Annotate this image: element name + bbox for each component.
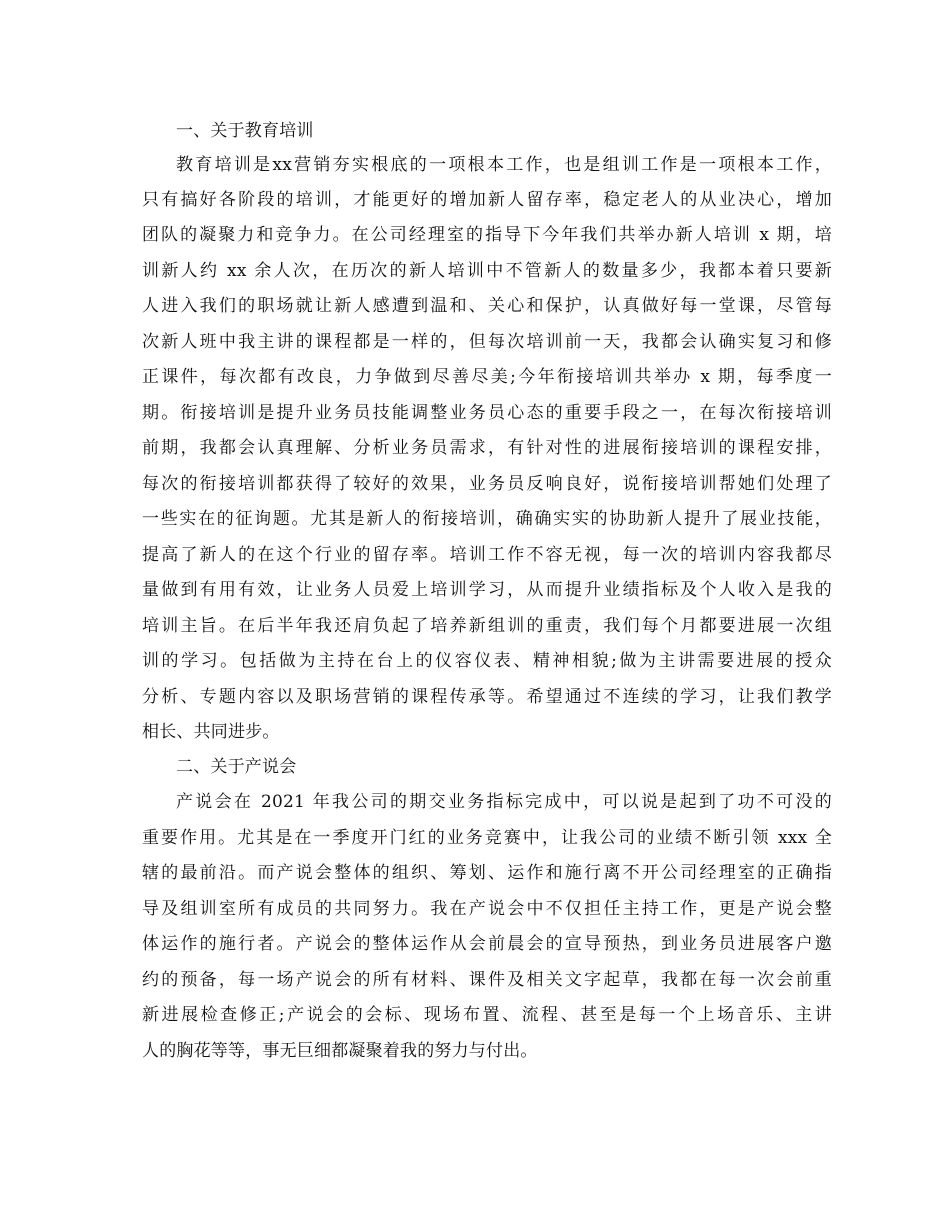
section1-paragraph-line: 次新人班中我主讲的课程都是一样的，但每次培训前一天，我都会认确实复习和修 (142, 332, 832, 352)
section2-paragraph-line: 辖的最前沿。而产说会整体的组织、筹划、运作和施行离不开公司经理室的正确指 (142, 863, 832, 883)
section1-paragraph-line: 期。衔接培训是提升业务员技能调整业务员心态的重要手段之一，在每次衔接培训 (142, 403, 832, 423)
section2-paragraph-line: 约的预备，每一场产说会的所有材料、课件及相关文字起草，我都在每一次会前重 (142, 970, 832, 990)
section2-paragraph-line: 产说会在 2021 年我公司的期交业务指标完成中，可以说是起到了功不可没的 (176, 792, 832, 812)
section2-paragraph-line: 新进展检查修正;产说会的会标、现场布置、流程、甚至是每一个上场音乐、主讲 (142, 1005, 832, 1025)
section1-paragraph-line: 教育培训是xx营销夯实根底的一项根本工作，也是组训工作是一项根本工作， (176, 155, 832, 175)
section1-paragraph-line: 分析、专题内容以及职场营销的课程传承等。希望通过不连续的学习，让我们教学 (142, 687, 832, 707)
section1-paragraph-line: 训新人约 xx 余人次，在历次的新人培训中不管新人的数量多少，我都本着只要新 (142, 261, 832, 281)
section1-paragraph-line: 相长、共同进步。 (142, 722, 280, 742)
section1-heading: 一、关于教育培训 (176, 121, 314, 141)
section1-paragraph-line: 前期，我都会认真理解、分析业务员需求，有针对性的进展衔接培训的课程安排， (142, 438, 832, 458)
section2-paragraph-line: 导及组训室所有成员的共同努力。我在产说会中不仅担任主持工作，更是产说会整 (142, 899, 832, 919)
section1-paragraph-line: 一些实在的征询题。尤其是新人的衔接培训，确确实实的协助新人提升了展业技能， (142, 509, 832, 529)
section2-heading: 二、关于产说会 (176, 757, 297, 777)
section1-paragraph-line: 只有搞好各阶段的培训，才能更好的增加新人留存率，稳定老人的从业决心，增加 (142, 190, 832, 210)
section1-paragraph-line: 每次的衔接培训都获得了较好的效果，业务员反响良好，说衔接培训帮她们处理了 (142, 474, 832, 494)
section1-paragraph-line: 培训主旨。在后半年我还肩负起了培养新组训的重责，我们每个月都要进展一次组 (142, 616, 832, 636)
section1-paragraph-line: 量做到有用有效，让业务人员爱上培训学习，从而提升业绩指标及个人收入是我的 (142, 580, 832, 600)
section2-paragraph-line: 体运作的施行者。产说会的整体运作从会前晨会的宣导预热，到业务员进展客户邀 (142, 934, 832, 954)
section2-paragraph-line: 人的胸花等等，事无巨细都凝聚着我的努力与付出。 (142, 1041, 538, 1061)
section1-paragraph-line: 正课件，每次都有改良，力争做到尽善尽美;今年衔接培训共举办 x 期，每季度一 (142, 367, 832, 387)
section1-paragraph-line: 人进入我们的职场就让新人感遭到温和、关心和保护，认真做好每一堂课，尽管每 (142, 296, 832, 316)
section2-paragraph-line: 重要作用。尤其是在一季度开门红的业务竞赛中，让我公司的业绩不断引领 xxx 全 (142, 828, 832, 848)
section1-paragraph-line: 训的学习。包括做为主持在台上的仪容仪表、精神相貌;做为主讲需要进展的授众 (142, 651, 832, 671)
section1-paragraph-line: 提高了新人的在这个行业的留存率。培训工作不容无视，每一次的培训内容我都尽 (142, 545, 832, 565)
section1-paragraph-line: 团队的凝聚力和竞争力。在公司经理室的指导下今年我们共举办新人培训 x 期，培 (142, 225, 832, 245)
